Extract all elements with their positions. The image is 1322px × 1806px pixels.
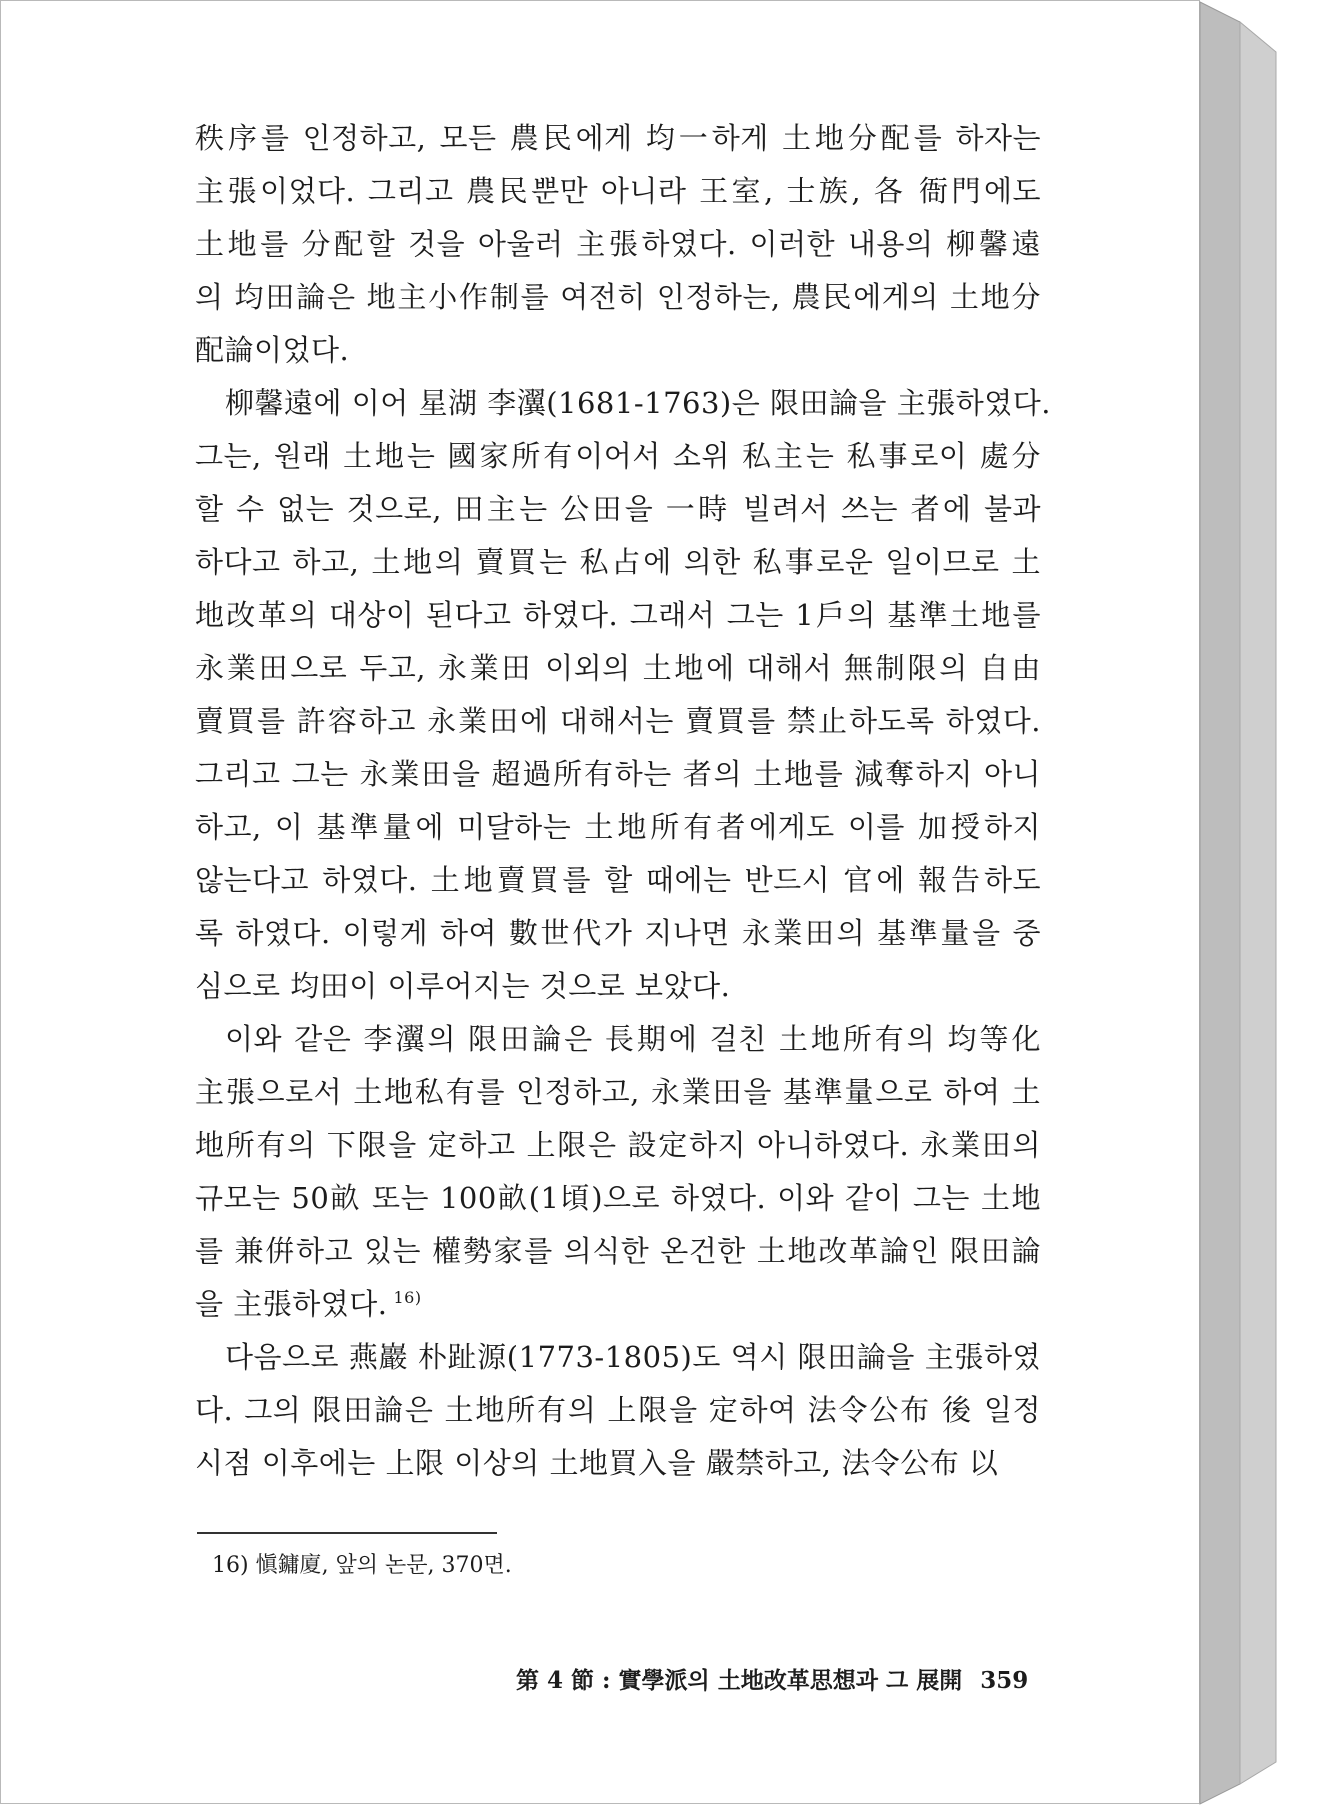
text-line-content: 그리고 그는 永業田을 超過所有하는 者의 土地를 減奪하지 아니 <box>195 757 1041 791</box>
body-text <box>195 112 1051 1490</box>
text-line-content: 土地를 分配할 것을 아울러 主張하였다. 이러한 내용의 柳馨遠 <box>195 227 1041 261</box>
text-line <box>195 748 1041 801</box>
text-line <box>195 1119 1041 1172</box>
running-title: 第 4 節 : 實學派의 土地改革思想과 그 展開 <box>516 1667 963 1694</box>
text-line-content: 永業田으로 두고, 永業田 이외의 土地에 대해서 無制限의 自由 <box>195 651 1041 685</box>
text-line <box>195 1013 1041 1066</box>
text-line <box>195 1331 1041 1384</box>
text-line-content: 配論이었다. <box>195 333 350 367</box>
text-line <box>195 271 1041 324</box>
text-line-content: 다. 그의 限田論은 土地所有의 上限을 定하여 法令公布 後 일정 <box>195 1393 1041 1427</box>
text-line <box>195 324 1041 377</box>
text-line <box>195 960 1041 1013</box>
text-line <box>195 695 1041 748</box>
text-line-content: 이와 같은 李瀷의 限田論은 長期에 걸친 土地所有의 均等化 <box>225 1022 1041 1056</box>
text-line-content: 않는다고 하였다. 土地賣買를 할 때에는 반드시 官에 報告하도 <box>195 863 1041 897</box>
text-line <box>195 642 1041 695</box>
text-line-content: 賣買를 許容하고 永業田에 대해서는 賣買를 禁止하도록 하였다. <box>195 704 1041 738</box>
text-line <box>195 1066 1041 1119</box>
page-footer <box>516 1662 1028 1695</box>
footnote-reference: 16) <box>393 1288 422 1308</box>
text-line-content: 地所有의 下限을 定하고 上限은 設定하지 아니하였다. 永業田의 <box>195 1128 1041 1162</box>
text-line <box>195 536 1041 589</box>
footnote-divider <box>197 1532 497 1534</box>
text-line-content: 록 하였다. 이렇게 하여 數世代가 지나면 永業田의 基準量을 중 <box>195 916 1041 950</box>
text-line <box>195 165 1041 218</box>
text-line-content: 할 수 없는 것으로, 田主는 公田을 一時 빌려서 쓰는 者에 불과 <box>195 492 1041 526</box>
text-line-content: 을 主張하였다. <box>195 1287 388 1321</box>
text-line <box>195 483 1041 536</box>
text-line <box>195 1278 1041 1331</box>
text-line <box>195 377 1051 430</box>
text-line-content: 시점 이후에는 上限 이상의 土地買入을 嚴禁하고, 法令公布 以 <box>195 1446 999 1480</box>
text-line-content: 地改革의 대상이 된다고 하였다. 그래서 그는 1戶의 基準土地를 <box>195 598 1041 632</box>
text-line-content: 규모는 50畝 또는 100畝(1頃)으로 하였다. 이와 같이 그는 土地 <box>195 1181 1041 1215</box>
footnote: 16) 愼鏞廈, 앞의 논문, 370면. <box>212 1553 512 1578</box>
text-line-content: 主張이었다. 그리고 農民뿐만 아니라 王室, 士族, 各 衙門에도 <box>195 174 1041 208</box>
text-line <box>195 801 1041 854</box>
text-line-content: 다음으로 燕巖 朴趾源(1773-1805)도 역시 限田論을 主張하였 <box>225 1340 1041 1374</box>
text-line <box>195 1437 1041 1490</box>
text-line <box>195 218 1041 271</box>
text-line-content: 를 兼倂하고 있는 權勢家를 의식한 온건한 土地改革論인 限田論 <box>195 1234 1041 1268</box>
text-line <box>195 1225 1041 1278</box>
text-line-content: 柳馨遠에 이어 星湖 李瀷(1681-1763)은 限田論을 主張하였다. <box>225 386 1051 420</box>
text-line <box>195 1172 1041 1225</box>
text-line-content: 하다고 하고, 土地의 賣買는 私占에 의한 私事로운 일이므로 土 <box>195 545 1041 579</box>
text-line-content: 主張으로서 土地私有를 인정하고, 永業田을 基準量으로 하여 土 <box>195 1075 1041 1109</box>
text-line-content: 의 均田論은 地主小作制를 여전히 인정하는, 農民에게의 土地分 <box>195 280 1041 314</box>
text-line <box>195 430 1041 483</box>
page-number: 359 <box>980 1667 1029 1694</box>
text-line-content: 그는, 원래 土地는 國家所有이어서 소위 私主는 私事로이 處分 <box>195 439 1041 473</box>
text-line <box>195 112 1041 165</box>
text-line-content: 하고, 이 基準量에 미달하는 土地所有者에게도 이를 加授하지 <box>195 810 1041 844</box>
text-line-content: 秩序를 인정하고, 모든 農民에게 均一하게 土地分配를 하자는 <box>195 121 1041 155</box>
text-line-content: 심으로 均田이 이루어지는 것으로 보았다. <box>195 969 731 1003</box>
text-line <box>195 1384 1041 1437</box>
text-line <box>195 907 1041 960</box>
text-line <box>195 854 1041 907</box>
text-line <box>195 589 1041 642</box>
book-spine <box>1196 0 1322 1806</box>
